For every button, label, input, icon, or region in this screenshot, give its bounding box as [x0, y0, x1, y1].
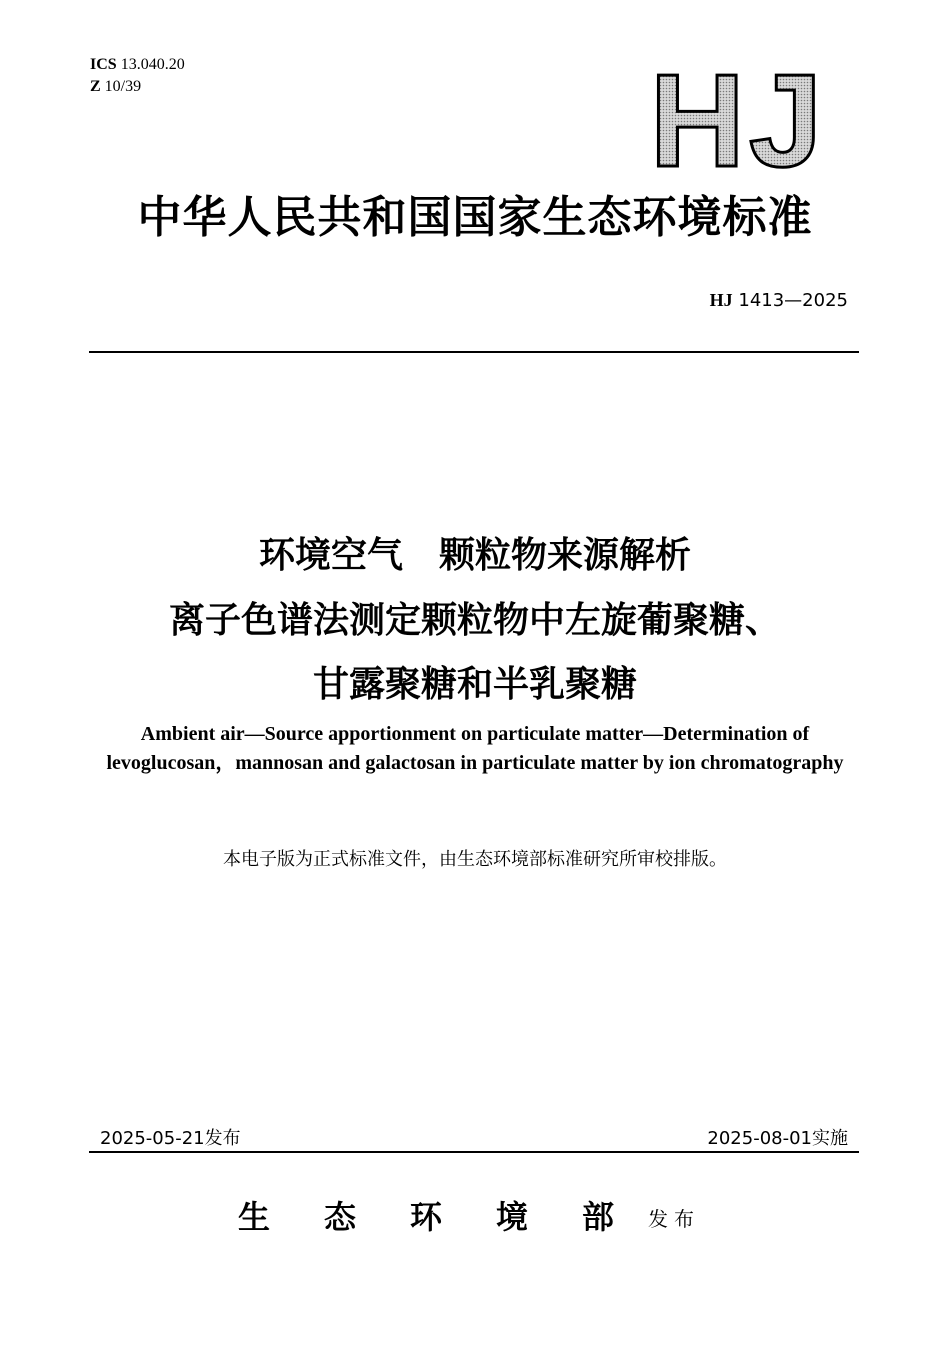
publish-label: 发布	[648, 1207, 700, 1231]
footer-divider	[89, 1151, 859, 1153]
ics-label: ICS	[90, 56, 117, 73]
issue-date: 2025-05-21发布	[100, 1128, 241, 1149]
z-code: 10/39	[104, 78, 142, 95]
publisher-char: 环	[410, 1199, 443, 1235]
publisher-char: 态	[324, 1199, 357, 1235]
hj-logo	[638, 66, 838, 174]
publisher-name	[238, 1192, 634, 1238]
publisher-char: 境	[496, 1199, 529, 1235]
title-cn-line-1: 环境空气 颗粒物来源解析	[258, 535, 691, 576]
implementation-date: 2025-08-01实施	[707, 1128, 848, 1149]
standard-code-prefix: HJ	[709, 290, 733, 310]
classification-codes	[90, 54, 185, 98]
ics-code: 13.040.20	[120, 56, 185, 73]
standard-code-number: 1413—2025	[738, 290, 848, 311]
publisher-char: 生	[238, 1199, 271, 1235]
header-divider	[89, 351, 859, 353]
title-en: Ambient air—Source apportionment on particulate matter—Determination of levoglucosan，mannosan and galactosan in particulate matter by ion chromatography	[106, 723, 844, 774]
ics-line	[90, 54, 185, 76]
title-cn-line-2: 离子色谱法测定颗粒物中左旋葡聚糖、	[168, 600, 781, 641]
standard-type-heading: 中华人民共和国国家生态环境标准	[137, 193, 813, 242]
standard-code	[710, 290, 848, 311]
z-line	[90, 76, 185, 98]
electronic-version-notice: 本电子版为正式标准文件，由生态环境部标准研究所审校排版。	[223, 849, 727, 870]
publisher-char: 部	[582, 1199, 615, 1235]
hj-logo-text: HJ	[649, 66, 827, 174]
z-label: Z	[90, 78, 101, 95]
title-cn-line-3: 甘露聚糖和半乳聚糖	[312, 664, 637, 705]
